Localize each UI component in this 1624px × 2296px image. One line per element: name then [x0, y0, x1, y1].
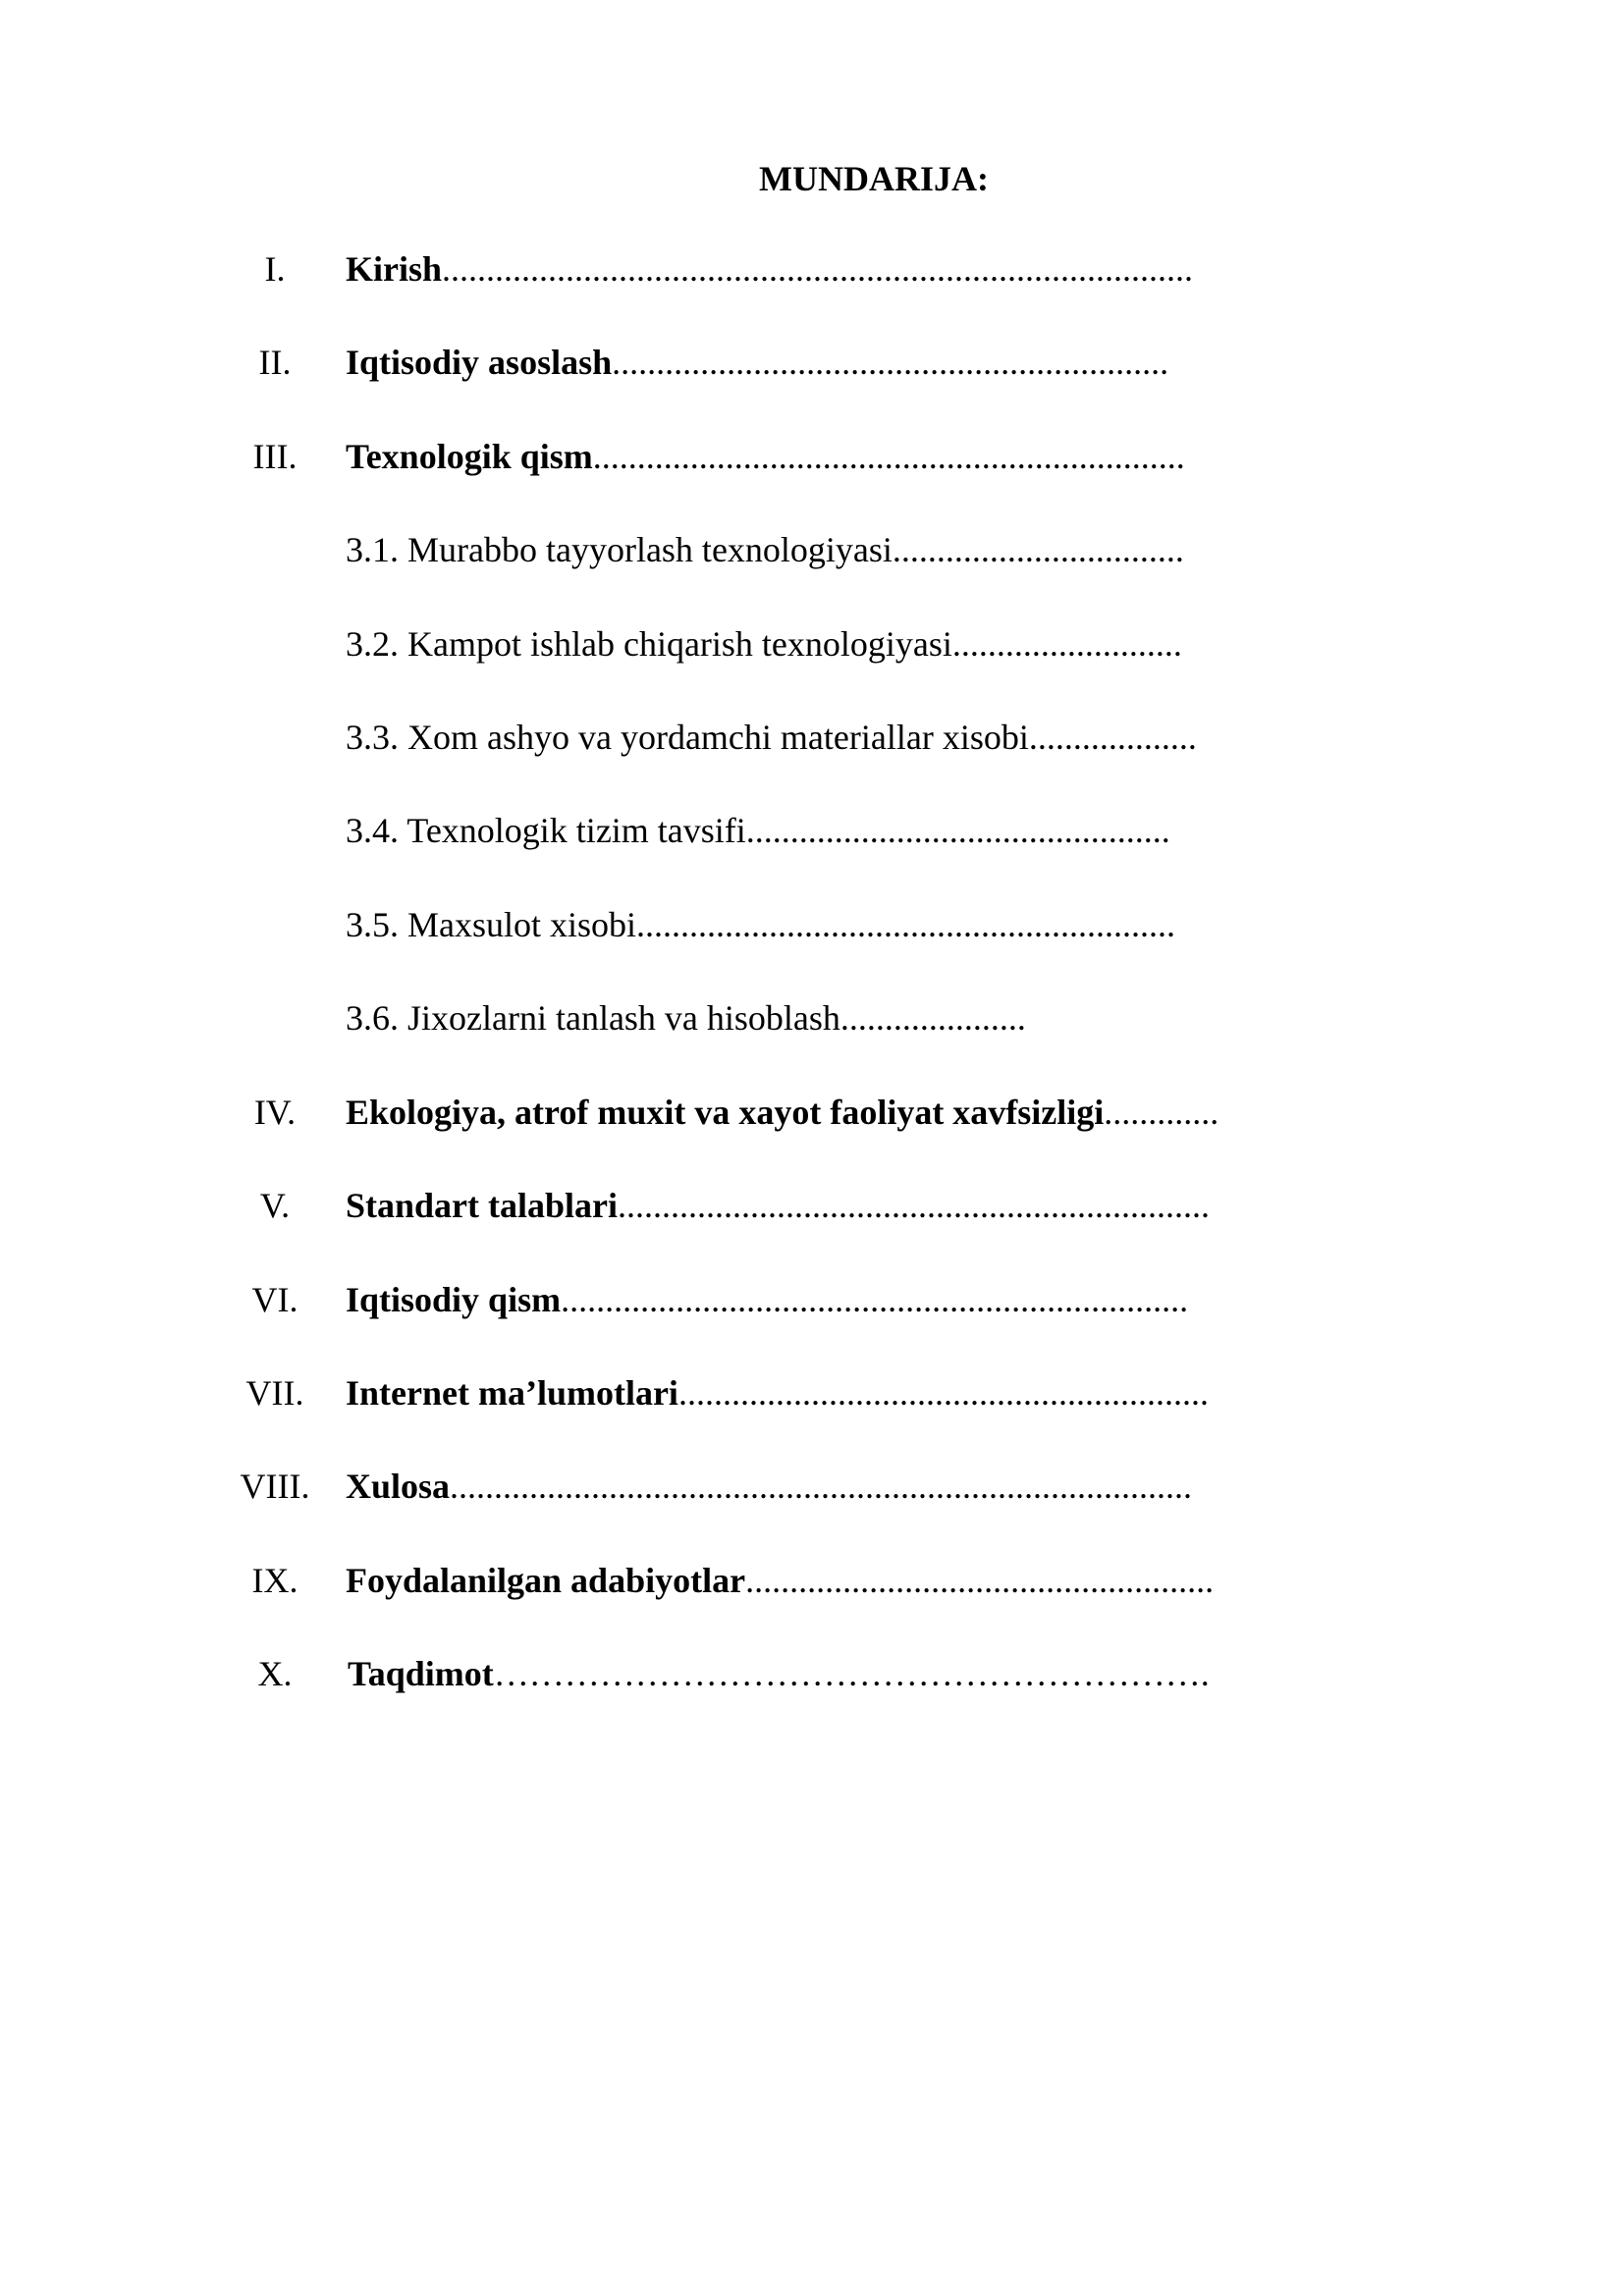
- toc-text: [346, 433, 1185, 480]
- toc-entry: [0, 1650, 1624, 1697]
- toc-text: [346, 901, 1175, 948]
- toc-label: 3.2. Kampot ishlab chiqarish texnologiyasi: [346, 624, 952, 664]
- toc-label: Taqdimot: [348, 1654, 494, 1693]
- toc-entry: [0, 1463, 1624, 1510]
- toc-leader: ...............................................................: [612, 343, 1169, 382]
- toc-leader: .................................: [892, 530, 1184, 569]
- toc-text: [346, 620, 1182, 667]
- toc-number: IV.: [253, 1093, 297, 1132]
- page-title: MUNDARIJA:: [759, 159, 989, 198]
- toc-text: [346, 1182, 1210, 1229]
- toc-label: Iqtisodiy qism: [346, 1280, 562, 1319]
- toc-number: VIII.: [240, 1467, 310, 1506]
- toc-entry: [0, 245, 1624, 293]
- toc-label: 3.6. Jixozlarni tanlash va hisoblash: [346, 998, 840, 1038]
- toc-label: Foydalanilgan adabiyotlar: [346, 1561, 746, 1600]
- toc-text: [346, 807, 1170, 854]
- toc-label: 3.3. Xom ashyo va yordamchi materiallar xisobi: [346, 718, 1029, 757]
- toc-leader: ............................................................: [677, 1373, 1209, 1413]
- toc-leader: .............................................................: [636, 905, 1176, 944]
- toc-text: [346, 1557, 1214, 1604]
- toc-label: Iqtisodiy asoslash: [346, 343, 613, 382]
- toc-label: Texnologik qism: [346, 437, 593, 476]
- toc-number: VII.: [245, 1373, 304, 1413]
- toc-label: 3.5. Maxsulot xisobi: [346, 905, 637, 944]
- toc-text: [346, 714, 1197, 761]
- toc-text: [346, 994, 1026, 1041]
- toc-entry: [0, 1557, 1624, 1604]
- toc-text: [346, 245, 1193, 293]
- toc-leader: ....................................................................................: [450, 1467, 1193, 1506]
- toc-entry: [0, 807, 1624, 854]
- toc-number: III.: [252, 437, 298, 476]
- toc-leader: .....................................................: [745, 1561, 1215, 1600]
- toc-leader: ...................................................................: [592, 437, 1185, 476]
- toc-entry: [0, 1369, 1624, 1416]
- toc-number: VI.: [251, 1280, 298, 1319]
- toc-entry: [0, 433, 1624, 480]
- toc-text: [346, 1369, 1209, 1416]
- toc-number: I.: [264, 249, 286, 289]
- toc-text: [346, 339, 1168, 386]
- toc-entry: [0, 901, 1624, 948]
- toc-leader: ...................................................................: [618, 1186, 1211, 1225]
- toc-entry: [0, 994, 1624, 1041]
- toc-leader: ..........................: [951, 624, 1182, 664]
- toc-number: IX.: [251, 1561, 298, 1600]
- toc-entry: [0, 1276, 1624, 1323]
- toc-label: Internet ma’lumotlari: [346, 1373, 678, 1413]
- toc-leader: .....................: [839, 998, 1026, 1038]
- toc-label: Standart talablari: [346, 1186, 619, 1225]
- toc-number: II.: [258, 343, 292, 382]
- toc-label: 3.4. Texnologik tizim tavsifi: [346, 811, 746, 850]
- toc-entry: [0, 1182, 1624, 1229]
- toc-label: Ekologiya, atrof muxit va xayot faoliyat xavfsizligi: [346, 1093, 1105, 1132]
- toc-leader: …………………………………………………….: [493, 1654, 1210, 1693]
- toc-number: V.: [259, 1186, 291, 1225]
- toc-leader: .....................................................................................: [442, 249, 1194, 289]
- toc-leader: .......................................................................: [561, 1280, 1189, 1319]
- toc-entry: [0, 526, 1624, 573]
- toc-text: [346, 1089, 1218, 1136]
- toc-entry: [0, 620, 1624, 667]
- toc-label: Kirish: [346, 249, 443, 289]
- toc-leader: ................................................: [745, 811, 1170, 850]
- toc-entry: [0, 714, 1624, 761]
- toc-number: X.: [257, 1654, 293, 1693]
- toc-text: [348, 1650, 1210, 1697]
- toc-label: 3.1. Murabbo tayyorlash texnologiyasi: [346, 530, 893, 569]
- toc-entry: [0, 339, 1624, 386]
- toc-leader: .............: [1104, 1093, 1219, 1132]
- toc-leader: ...................: [1028, 718, 1197, 757]
- toc-text: [346, 1276, 1188, 1323]
- toc-label: Xulosa: [346, 1467, 451, 1506]
- toc-text: [346, 526, 1184, 573]
- toc-text: [346, 1463, 1192, 1510]
- toc-entry: [0, 1089, 1624, 1136]
